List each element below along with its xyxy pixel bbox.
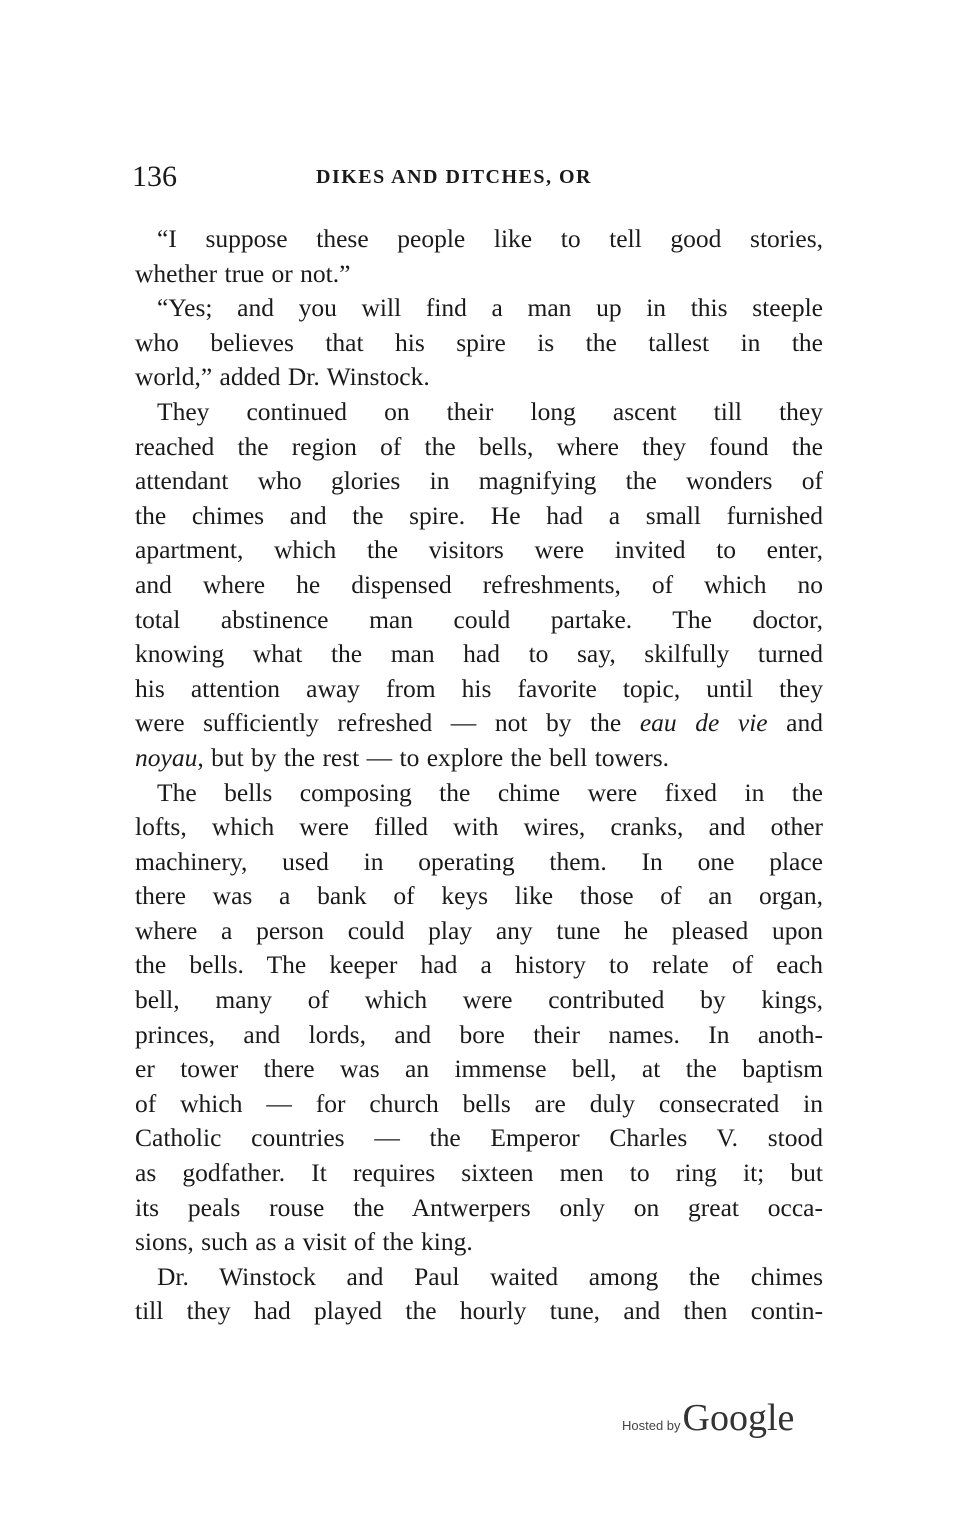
text-segment: They continued on their long ascent till they [157,396,823,426]
text-segment: er tower there was an immense bell, at the baptism [135,1054,823,1084]
page-number: 136 [132,160,177,193]
text-segment: who believes that his spire is the tallest in the [135,327,823,357]
text-segment: princes, and lords, and bore their names. In anoth- [135,1019,823,1049]
text-line [135,257,823,292]
text-line [135,983,823,1018]
text-segment: machinery, used in operating them. In one place [135,846,823,876]
text-line [135,533,823,568]
text-line [135,603,823,638]
text-segment: sions, such as a visit of the king. [135,1227,473,1257]
text-line [135,741,823,776]
text-segment: the chimes and the spire. He had a small furnished [135,500,823,530]
text-line [135,948,823,983]
text-segment: till they had played the hourly tune, and then contin- [135,1296,823,1326]
text-segment: total abstinence man could partake. The doctor, [135,604,823,634]
text-line [135,291,823,326]
text-line [135,810,823,845]
text-segment: were sufficiently refreshed — not by the [135,708,640,738]
text-line [135,430,823,465]
text-segment: attendant who glories in magnifying the wonders of [135,466,823,496]
text-line [135,1225,823,1260]
text-segment: bell, many of which were contributed by kings, [135,985,823,1015]
text-segment: “Yes; and you will find a man up in this steeple [157,293,823,323]
text-line [135,464,823,499]
text-line [135,1087,823,1122]
page-body-text [135,222,823,1329]
text-line [135,568,823,603]
italic-text: noyau [135,742,198,772]
text-segment: apartment, which the visitors were invited to enter, [135,535,823,565]
text-line [135,672,823,707]
running-title: DIKES AND DITCHES, OR [316,166,593,188]
hosted-by-google-watermark [622,1396,794,1440]
text-line [135,637,823,672]
text-segment: and [767,708,824,738]
google-logo: Google [682,1397,795,1439]
italic-text: eau de vie [639,708,768,738]
text-line [135,326,823,361]
text-line [135,776,823,811]
text-segment: the bells. The keeper had a history to relate of each [135,950,823,980]
text-segment: its peals rouse the Antwerpers only on great occa- [135,1192,823,1222]
text-segment: , but by the rest — to explore the bell towers. [197,742,670,772]
text-segment: where a person could play any tune he pleased upon [135,915,823,945]
hosted-by-label: Hosted by [622,1418,681,1433]
text-segment: knowing what the man had to say, skilfully turned [135,639,823,669]
text-line [135,1191,823,1226]
text-line [135,1260,823,1295]
text-segment: reached the region of the bells, where they found the [135,431,823,461]
text-line [135,1018,823,1053]
text-segment: as godfather. It requires sixteen men to ring it; but [135,1158,823,1188]
text-line [135,1121,823,1156]
text-line [135,360,823,395]
text-segment: world,” added Dr. Winstock. [135,362,430,392]
text-line [135,879,823,914]
text-line [135,845,823,880]
text-line [135,1294,823,1329]
text-segment: Catholic countries — the Emperor Charles V. stood [135,1123,823,1153]
text-line [135,1052,823,1087]
text-segment: The bells composing the chime were fixed in the [157,777,823,807]
text-segment: his attention away from his favorite topic, until they [135,673,823,703]
text-segment: whether true or not.” [135,258,351,288]
text-line [135,1156,823,1191]
text-line [135,499,823,534]
text-segment: of which — for church bells are duly consecrated in [135,1088,823,1118]
text-line [135,914,823,949]
text-line [135,222,823,257]
text-segment: and where he dispensed refreshments, of which no [135,569,823,599]
text-line [135,706,823,741]
text-segment: lofts, which were filled with wires, cranks, and other [135,812,823,842]
text-segment: “I suppose these people like to tell good stories, [157,224,823,253]
text-segment: Dr. Winstock and Paul waited among the chimes [157,1261,823,1291]
text-line [135,395,823,430]
text-segment: there was a bank of keys like those of an organ, [135,881,823,911]
